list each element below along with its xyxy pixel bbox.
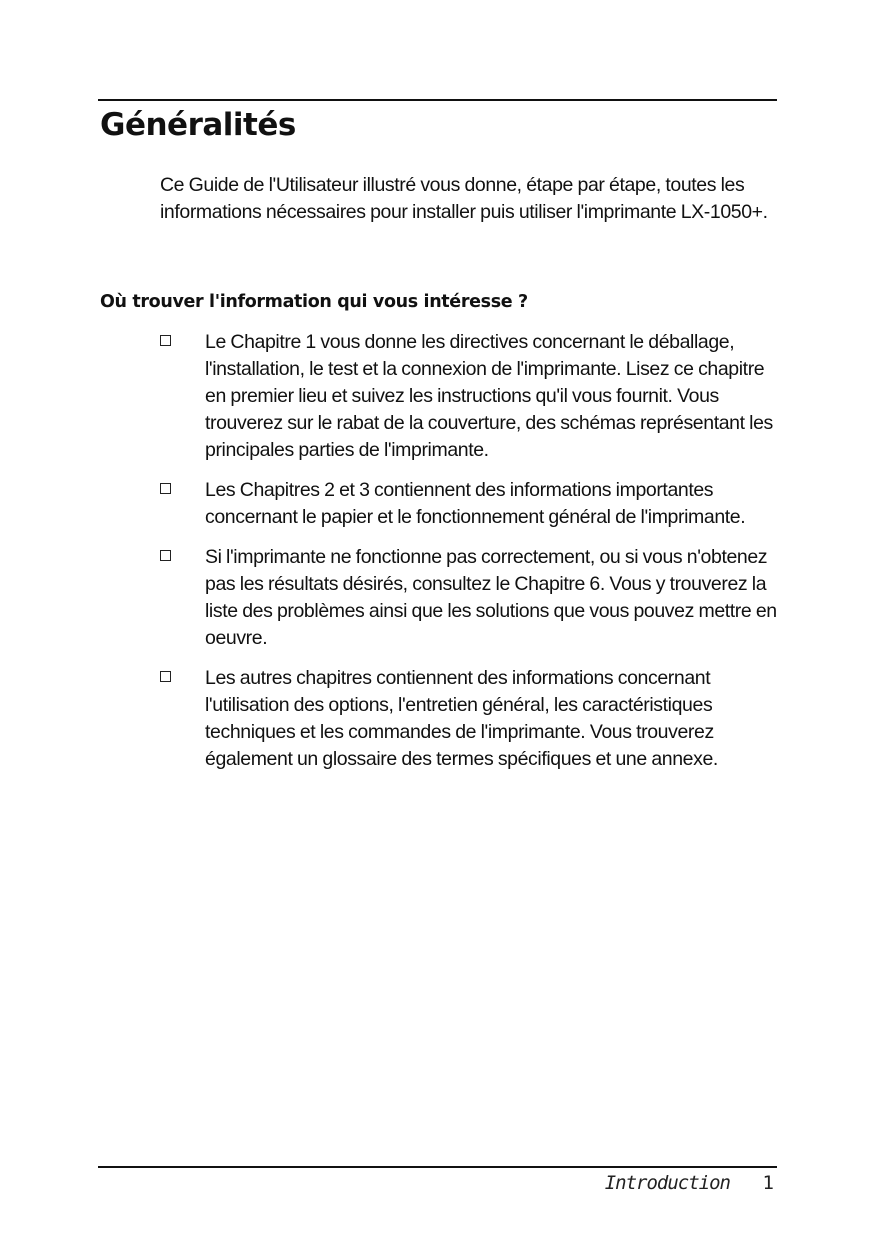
page-number: 1: [762, 1172, 774, 1194]
list-item-text: Le Chapitre 1 vous donne les directives concernant le déballage, l'installation, le test et la connexion de l'imprimante. Lisez ce chapitre en premier lieu et suivez les instructions qu'il vous fournit. Vous trouverez sur le rabat de la couverture, des schémas représentant les principales parties de l'imprimante.: [205, 331, 773, 461]
page-title: Généralités: [100, 107, 296, 143]
checkbox-icon: [160, 671, 171, 682]
checkbox-icon: [160, 483, 171, 494]
footer-section-label: Introduction: [604, 1172, 730, 1194]
list-item: [160, 665, 780, 773]
top-divider: [98, 99, 777, 101]
list-item: [160, 477, 780, 531]
checkbox-icon: [160, 550, 171, 561]
checkbox-icon: [160, 335, 171, 346]
list-item: [160, 544, 780, 652]
footer-divider: [98, 1166, 777, 1168]
list-item-text: Les autres chapitres contiennent des informations concernant l'utilisation des options, l'entretien général, les caractéristiques techniques et les commandes de l'imprimante. Vous trouverez également un glossaire des termes spécifiques et une annexe.: [205, 667, 718, 770]
intro-paragraph: Ce Guide de l'Utilisateur illustré vous donne, étape par étape, toutes les informations nécessaires pour installer puis utiliser l'imprimante LX-1050+.: [160, 174, 768, 223]
list-item-text: Les Chapitres 2 et 3 contiennent des informations importantes concernant le papier et le fonctionnement général de l'imprimante.: [205, 479, 746, 528]
section-heading: Où trouver l'information qui vous intéresse ?: [100, 292, 528, 312]
chapter-list: [160, 329, 780, 786]
list-item-text: Si l'imprimante ne fonctionne pas correctement, ou si vous n'obtenez pas les résultats désirés, consultez le Chapitre 6. Vous y trouverez la liste des problèmes ainsi que les solutions que vous pouvez mettre en oeuvre.: [205, 546, 777, 649]
list-item: [160, 329, 780, 464]
